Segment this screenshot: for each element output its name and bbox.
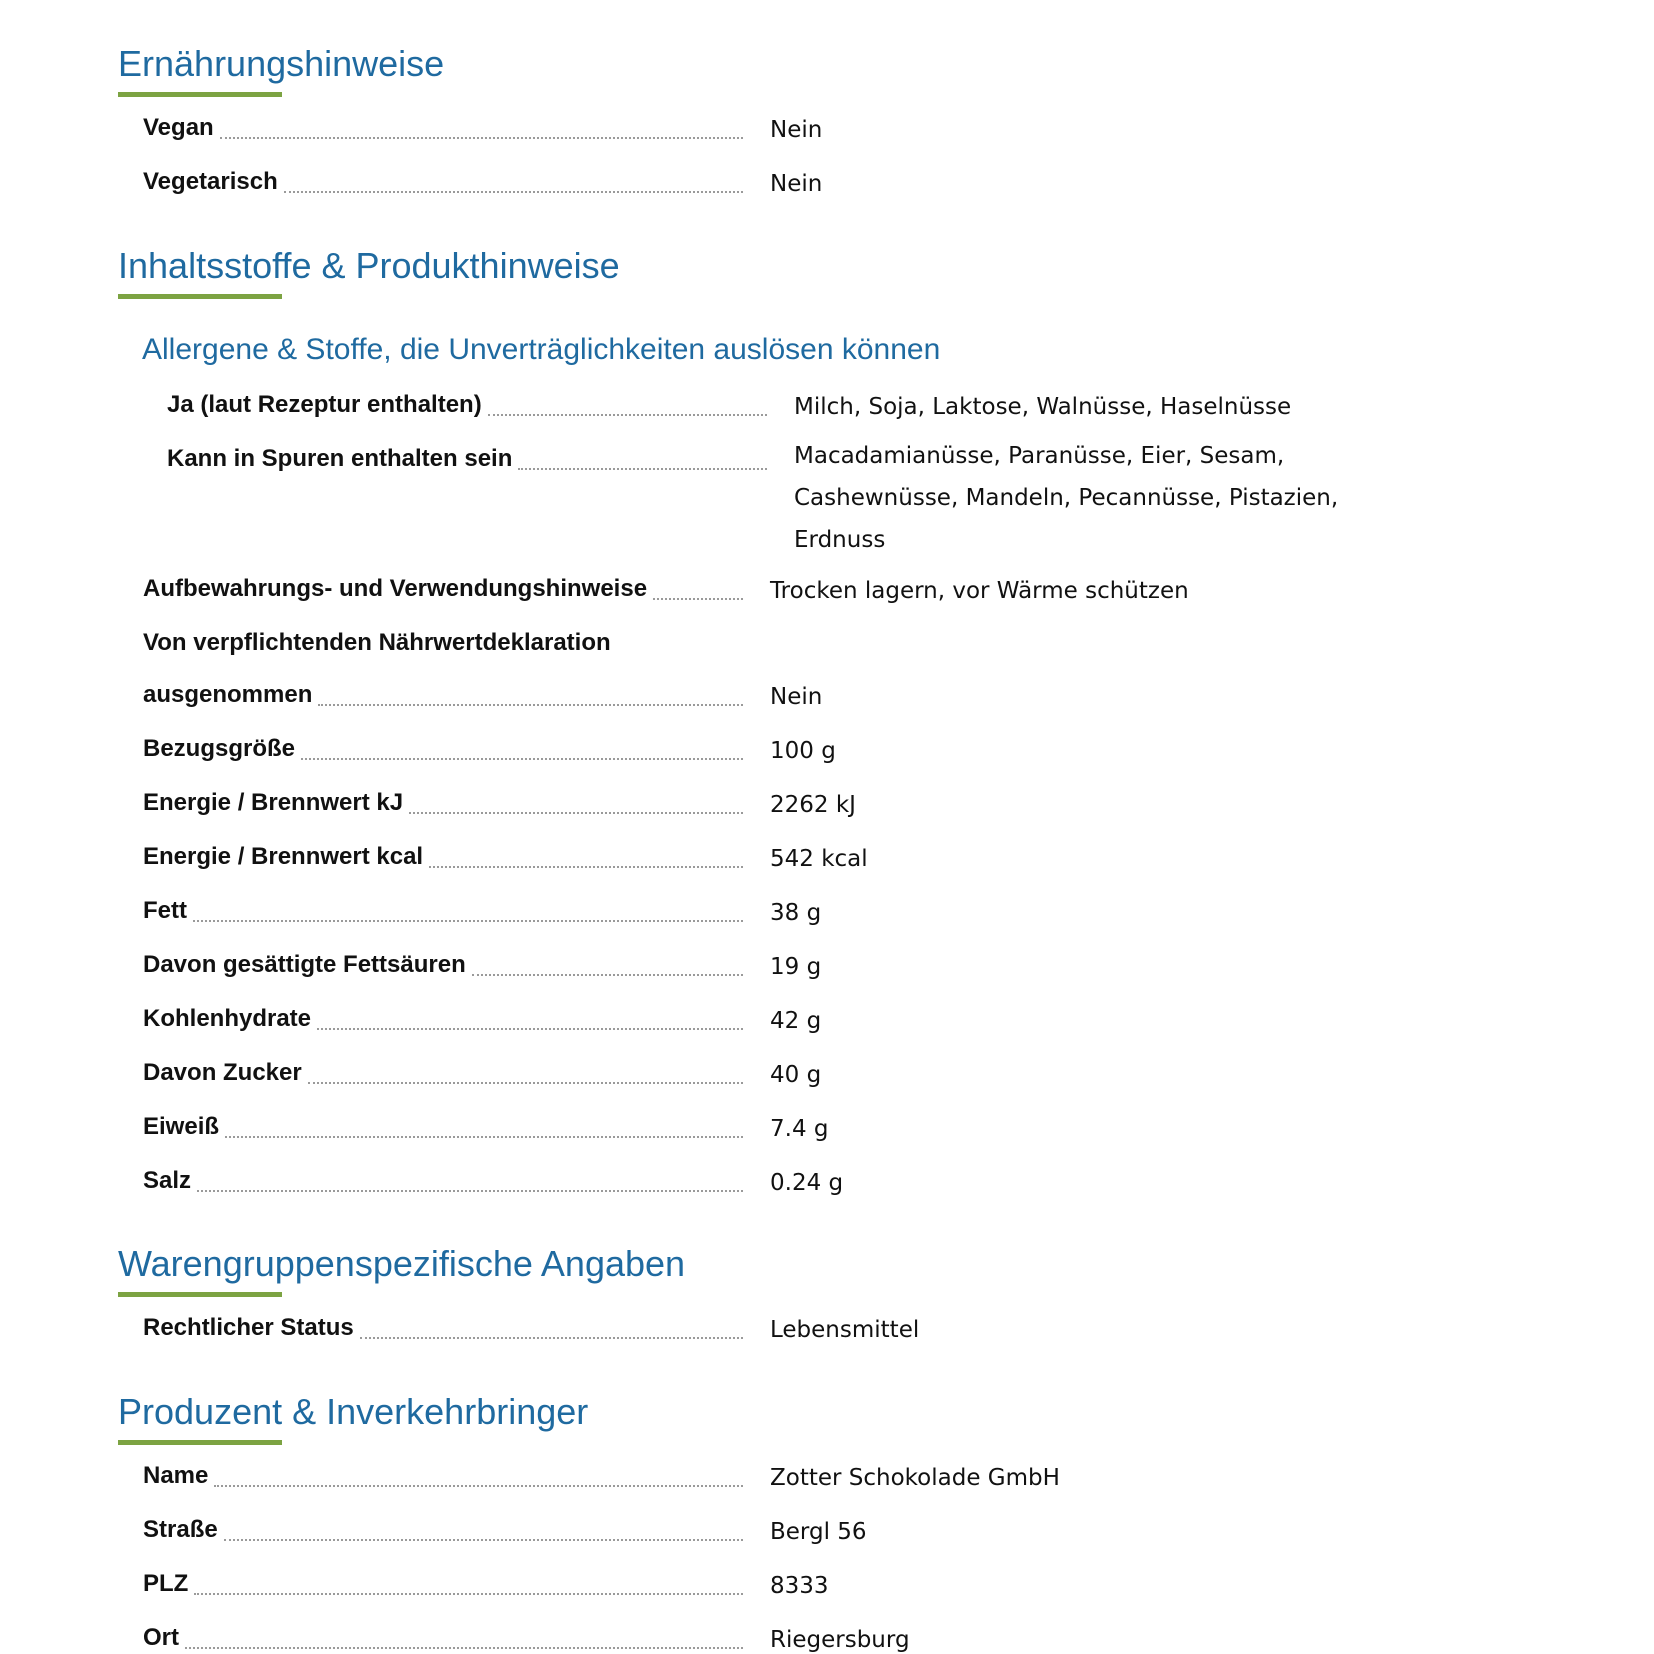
spec-row-may-contain <box>0 443 1654 553</box>
spec-value: Bergl 56 <box>770 1519 867 1545</box>
leader-dots <box>317 1028 743 1030</box>
spec-label: Energie / Brennwert kJ <box>143 788 409 818</box>
spec-row <box>0 1112 1654 1152</box>
leader-dots <box>225 1136 743 1138</box>
spec-label-line: Von verpflichtenden Nährwertdeklaration <box>143 629 611 656</box>
spec-label: Vegan <box>143 113 220 143</box>
section-title-nutrition: Ernährungshinweise <box>118 43 445 84</box>
spec-label-container <box>143 1461 743 1501</box>
leader-dots <box>429 866 743 868</box>
spec-label-container <box>143 113 743 153</box>
spec-row <box>0 734 1654 774</box>
spec-value: 40 g <box>770 1062 822 1088</box>
spec-value: 542 kcal <box>770 846 868 872</box>
leader-dots <box>653 598 743 600</box>
subsection-title-allergens: Allergene & Stoffe, die Unverträglichkeiten auslösen können <box>142 333 941 366</box>
spec-label-container <box>143 788 743 828</box>
spec-label-container <box>143 680 743 720</box>
spec-label: Fett <box>143 896 193 926</box>
spec-value: 100 g <box>770 738 836 764</box>
spec-row-producer-zip <box>0 1569 1654 1609</box>
spec-row <box>0 896 1654 936</box>
spec-label: Bezugsgröße <box>143 734 301 764</box>
spec-label-container <box>143 574 743 614</box>
spec-row <box>0 950 1654 990</box>
spec-row-producer-street <box>0 1515 1654 1555</box>
spec-label-container <box>143 1166 743 1206</box>
spec-value: Lebensmittel <box>770 1317 920 1343</box>
spec-label-container <box>143 950 743 990</box>
section-title-ingredients: Inhaltsstoffe & Produkthinweise <box>118 245 620 286</box>
spec-label-container <box>143 896 743 936</box>
spec-value: Nein <box>770 171 823 197</box>
spec-row <box>0 788 1654 828</box>
spec-value: 2262 kJ <box>770 792 856 818</box>
spec-label-container <box>167 444 767 484</box>
spec-label: Energie / Brennwert kcal <box>143 842 429 872</box>
leader-dots <box>193 920 743 922</box>
spec-label: Name <box>143 1461 214 1491</box>
spec-label-container <box>143 1058 743 1098</box>
spec-label: Davon gesättigte Fettsäuren <box>143 950 472 980</box>
spec-value: Zotter Schokolade GmbH <box>770 1465 1060 1491</box>
section-accent-bar <box>118 92 282 97</box>
spec-label: ausgenommen <box>143 680 318 710</box>
leader-dots <box>518 468 767 470</box>
spec-row <box>0 1058 1654 1098</box>
spec-value: Nein <box>770 117 823 143</box>
spec-value: 42 g <box>770 1008 822 1034</box>
section-title-producer: Produzent & Inverkehrbringer <box>118 1391 589 1432</box>
leader-dots <box>488 414 767 416</box>
spec-label: Rechtlicher Status <box>143 1313 360 1343</box>
spec-value: 19 g <box>770 954 822 980</box>
section-accent-bar <box>118 1440 282 1445</box>
spec-value: 38 g <box>770 900 822 926</box>
spec-value: Nein <box>770 684 823 710</box>
leader-dots <box>284 191 743 193</box>
spec-value: 8333 <box>770 1573 829 1599</box>
spec-label: Straße <box>143 1515 224 1545</box>
section-accent-bar <box>118 1292 282 1297</box>
spec-row <box>0 842 1654 882</box>
spec-row-vegetarian <box>0 167 1654 207</box>
spec-row-producer-name <box>0 1461 1654 1501</box>
leader-dots <box>318 704 743 706</box>
leader-dots <box>220 137 743 139</box>
spec-row-producer-city <box>0 1623 1654 1654</box>
spec-label-container <box>167 390 767 430</box>
leader-dots <box>214 1485 743 1487</box>
section-accent-bar <box>118 294 282 299</box>
spec-row-exempt <box>0 680 1654 720</box>
spec-label-container <box>143 1313 743 1353</box>
section-title-category: Warengruppenspezifische Angaben <box>118 1243 686 1284</box>
spec-label: Ja (laut Rezeptur enthalten) <box>167 390 488 420</box>
spec-row <box>0 1004 1654 1044</box>
spec-label-container <box>143 1112 743 1152</box>
spec-label-container <box>143 842 743 882</box>
spec-row-storage <box>0 574 1654 614</box>
spec-label-container <box>143 1569 743 1609</box>
spec-value-multiline: Macadamianüsse, Paranüsse, Eier, Sesam, Cashewnüsse, Mandeln, Pecannüsse, Pistazien, Erdnuss <box>794 443 1339 553</box>
leader-dots <box>472 974 743 976</box>
spec-label-container <box>143 1515 743 1555</box>
spec-label: Ort <box>143 1623 185 1653</box>
spec-value: 7.4 g <box>770 1116 829 1142</box>
leader-dots <box>409 812 743 814</box>
leader-dots <box>224 1539 743 1541</box>
leader-dots <box>197 1190 743 1192</box>
spec-row-vegan <box>0 113 1654 153</box>
spec-value: Riegersburg <box>770 1627 910 1653</box>
spec-label: Davon Zucker <box>143 1058 308 1088</box>
leader-dots <box>301 758 743 760</box>
spec-label-container <box>143 167 743 207</box>
leader-dots <box>308 1082 743 1084</box>
spec-row <box>0 1166 1654 1206</box>
spec-value: Milch, Soja, Laktose, Walnüsse, Haselnüsse <box>794 394 1292 420</box>
spec-label: Vegetarisch <box>143 167 284 197</box>
spec-value: Trocken lagern, vor Wärme schützen <box>770 578 1189 604</box>
spec-label: PLZ <box>143 1569 194 1599</box>
spec-label-container <box>143 734 743 774</box>
spec-value: 0.24 g <box>770 1170 844 1196</box>
spec-row-contains <box>0 390 1654 430</box>
spec-label-container <box>143 1623 743 1654</box>
leader-dots <box>194 1593 743 1595</box>
spec-label: Aufbewahrungs- und Verwendungshinweise <box>143 574 653 604</box>
spec-row-legal-status <box>0 1313 1654 1353</box>
spec-label: Kohlenhydrate <box>143 1004 317 1034</box>
spec-label: Salz <box>143 1166 197 1196</box>
leader-dots <box>360 1337 743 1339</box>
spec-label-container <box>143 1004 743 1044</box>
spec-label: Kann in Spuren enthalten sein <box>167 444 518 474</box>
leader-dots <box>185 1647 743 1649</box>
spec-label: Eiweiß <box>143 1112 225 1142</box>
